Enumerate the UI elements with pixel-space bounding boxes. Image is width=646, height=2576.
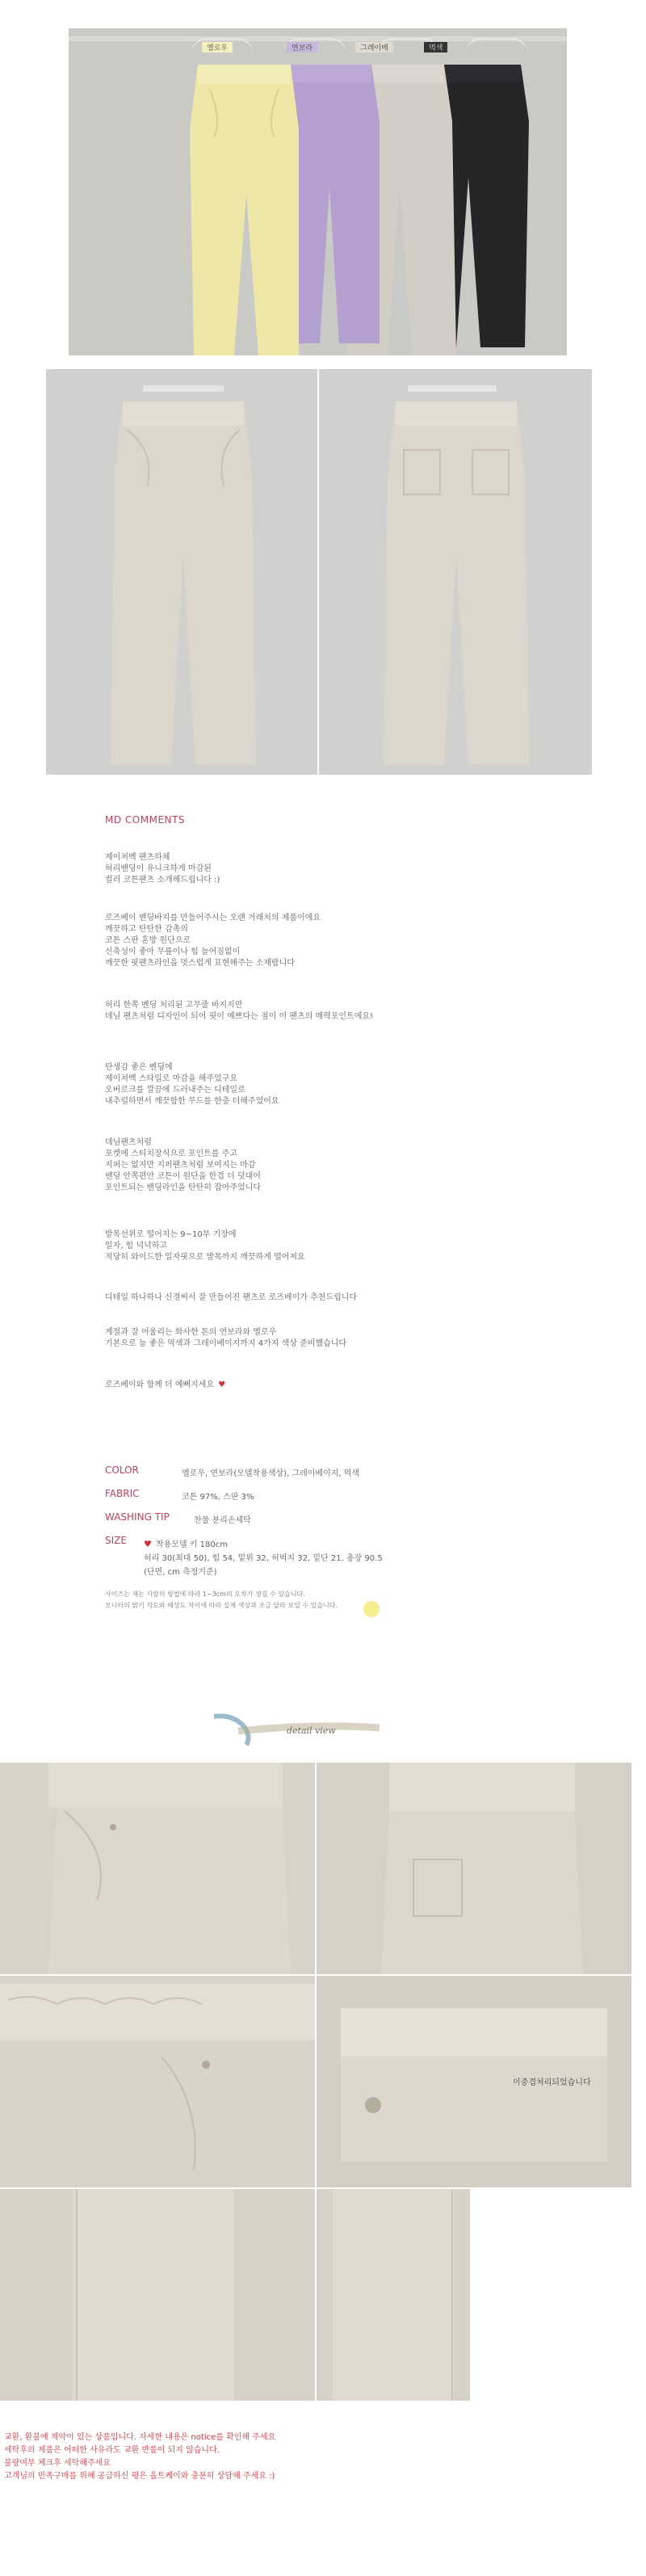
tag-yellow: 옐로우 [202, 42, 233, 53]
washing-label: WASHING TIP [105, 1511, 170, 1523]
size-note-2: 모니터의 밝기 각도와 해상도 차이에 따라 실제 색상과 조금 달라 보일 수 있습니다. [105, 1602, 338, 1609]
md-paragraph-7: 디테일 하나하나 신경써서 잘 만들어진 팬츠로 로즈베이가 추천드립니다 [105, 1293, 358, 1302]
heart-icon: ♥ [218, 1380, 226, 1389]
detail-view-label: detail view [287, 1725, 336, 1736]
md-comments-title: MD COMMENTS [105, 814, 185, 826]
detail-photo-waist-closeup [0, 1976, 315, 2187]
washing-value: 찬물 분리손세탁 [194, 1516, 251, 1525]
yellow-pants [178, 57, 315, 355]
heart-icon: ♥ [144, 1539, 152, 1549]
size-label: SIZE [105, 1535, 127, 1546]
fabric-value: 코튼 97%, 스판 3% [182, 1493, 254, 1502]
footer-notice: 교환, 환불에 제약이 있는 상품입니다. 자세한 내용은 notice를 확인해 주세요 세탁후의 제품은 어떠한 사유라도 교환 반품이 되지 않습니다. 불량여부 체크후 세탁해주세요 고객님의 만족구매를 위해 공급하신 평은 옵트케이와 충분히 상담해 주세요 :) [4, 2433, 276, 2481]
waist-back-illustration [317, 1763, 631, 1974]
hanger-4 [464, 38, 529, 56]
top-product-photo [69, 28, 567, 355]
md-paragraph-2: 로즈베이 밴딩바지를 만들어주시는 오랜 거래처의 제품이에요 깨끗하고 탄탄한 감촉의 코튼 스판 혼방 원단으로 신축성이 좋아 무릎이나 힙 늘어짐없이 깨끗한 핏팬츠라인을 멋스럽게 표현해주는 소재랍니다 [105, 914, 321, 968]
tag-lavender: 연보라 [287, 42, 317, 53]
detail-caption: 이중겹처리되었습니다 [513, 2078, 591, 2087]
size-measure: 허리 30(최대 50), 힙 54, 밑위 32, 허벅지 32, 밑단 21, 총장 90.5 [144, 1554, 383, 1563]
detail-photo-waist-back [317, 1763, 631, 1974]
hem-right-illustration [317, 2189, 470, 2401]
md-paragraph-1: 제이쳐벡 팬츠하체 허리밴딩이 유니크하게 마감된 컬러 코튼팬츠 소개해드립니다 :) [105, 853, 220, 885]
hanger [408, 385, 497, 392]
front-view-photo [46, 369, 317, 775]
waist-front-illustration [0, 1763, 315, 1974]
md-paragraph-3: 허리 한쪽 벤딩 처리된 고무줄 바지지만 데님 팬츠처럼 디자인이 되어 핏이 예쁘다는 점이 이 팬츠의 매력포인트에요! [105, 1001, 374, 1021]
hem-left-illustration [0, 2189, 315, 2401]
highlight-dot [363, 1601, 380, 1617]
md-paragraph-8: 계절과 잘 어울리는 화사한 톤의 연보라와 옐로우 기본으로 늘 좋은 먹색과 그레이베이지까지 4가지 색상 준비했습니다 [105, 1328, 347, 1348]
size-unit: (단면, cm 측정기준) [144, 1568, 217, 1577]
size-model: 착용모델 키 180cm [155, 1540, 228, 1549]
size-note-1: 사이즈는 재는 사람의 방법에 따라 1~3cm의 오차가 생길 수 있습니다. [105, 1591, 305, 1598]
back-pants [367, 393, 545, 773]
tag-greige: 그레이베 [355, 42, 393, 53]
back-view-photo [319, 369, 592, 775]
md-paragraph-9: 로즈베이와 함께 더 예뻐지세요 [105, 1380, 215, 1389]
detail-photo-hem-right [317, 2189, 470, 2401]
hanger [143, 385, 224, 392]
md-paragraph-6: 발목선위로 떨어지는 9~10부 기장에 일자, 힘 넉넉하고 적당히 와이드한 일자핏으로 발목까지 깨끗하게 떨어져요 [105, 1230, 305, 1262]
md-closing [105, 1375, 557, 1391]
detail-photo-waist-front [0, 1763, 315, 1974]
detail-photo-hem-left [0, 2189, 315, 2401]
md-paragraph-5: 데님팬츠처럼 포켓에 스티치장식으로 포인트를 주고 지퍼는 없지만 지퍼팬츠처럼 보여지는 마감 밴딩 안쪽편안 코튼이 원단을 한겹 더 덧대어 포인트되는 밴딩라인을 탄탄히 잡아주었니다 [105, 1138, 262, 1192]
waist-closeup-illustration [0, 1976, 315, 2187]
fabric-label: FABRIC [105, 1488, 140, 1499]
front-pants [94, 393, 272, 773]
size-model-row [144, 1535, 228, 1550]
color-label: COLOR [105, 1464, 139, 1476]
tag-black: 먹색 [424, 42, 447, 53]
detail-photo-inner-lining [317, 1976, 631, 2187]
color-value: 옐로우, 연보라(모델착용색상), 그레이베이지, 먹색 [182, 1469, 360, 1478]
md-paragraph-4: 탄생감 좋은 벤딩에 제이쳐벡 스타일로 마감을 해주었구요 오버로크를 깔끔에 드러내주는 디테일로 내추럴하면서 깨끗함한 무드를 한층 더해주었어요 [105, 1063, 279, 1106]
